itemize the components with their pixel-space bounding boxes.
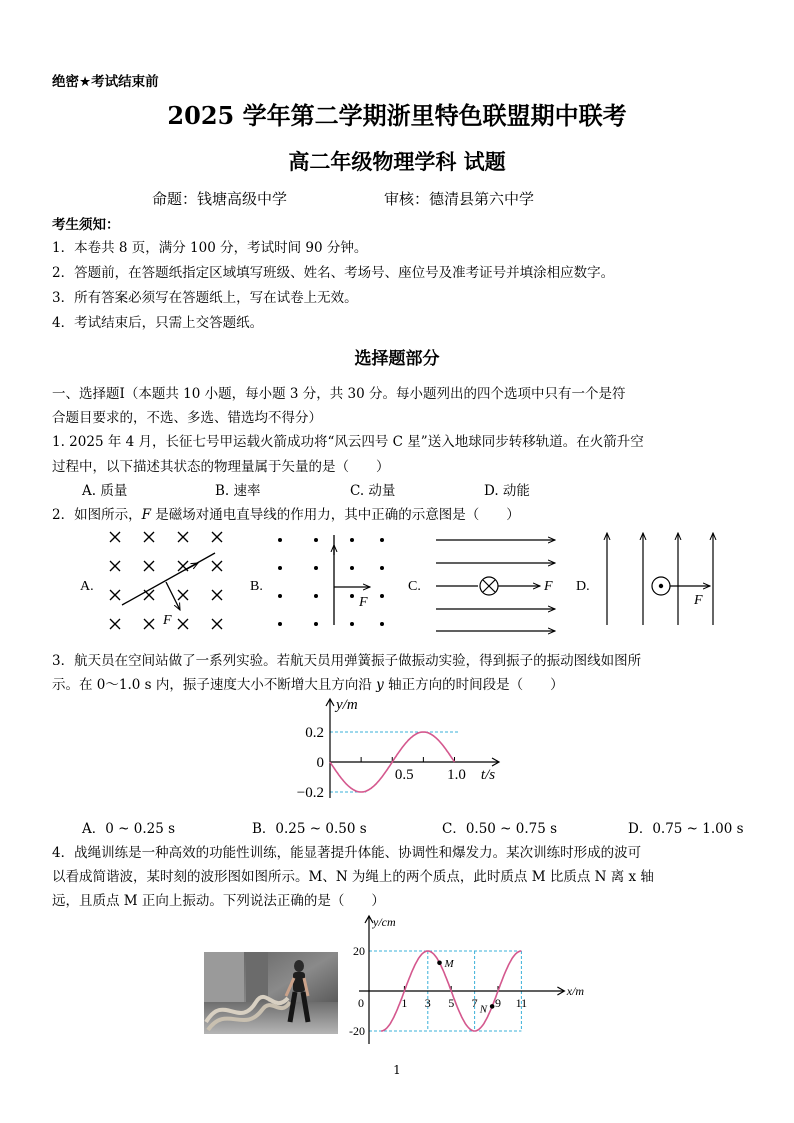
q2-figure-d [576,533,713,625]
force-label: F [544,579,553,594]
section-title: 选择题部分 [354,349,440,369]
field-dot-icon [314,566,318,570]
x-tick-label: 5 [448,996,455,1010]
field-cross-icon [110,619,120,629]
notice-item: 1．本卷共 8 页，满分 100 分，考试时间 90 分钟。 [52,240,368,256]
field-dot-icon [278,538,282,542]
x-tick-label: 0.5 [394,767,414,783]
q1-option-c: C. 动量 [350,483,396,499]
field-dot-icon [380,622,384,626]
q3-vibration-chart [290,692,520,812]
field-cross-icon [212,561,222,571]
q4-stem: 以看成简谐波，某时刻的波形图如图所示。M、N 为绳上的两个质点，此时质点 M 比质点 N 离 x 轴 [52,869,654,885]
section-intro: 一、选择题Ⅰ（本题共 10 小题，每小题 3 分，共 30 分。每小题列出的四个选项中只有一个是符 [52,386,626,402]
battle-rope-photo [204,952,338,1034]
q4-stem: 4．战绳训练是一种高效的功能性训练，能显著提升体能、协调性和爆发力。某次训练时形成的波可 [52,845,642,861]
q3-option-c: C．0.50 ~ 0.75 s [442,821,558,837]
q3-option-d: D．0.75 ~ 1.00 s [628,821,744,837]
field-dot-icon [278,594,282,598]
y-tick-label: −0.2 [296,785,324,801]
field-dot-icon [278,622,282,626]
page-number: 1 [393,1063,401,1077]
field-cross-icon [212,590,222,600]
q1-stem: 1. 2025 年 4 月，长征七号甲运载火箭成功将“风云四号 C 星”送入地球同步转移轨道。在火箭升空 [52,434,644,450]
field-dot-icon [314,594,318,598]
point-n-label: N [479,1003,488,1016]
notice-item: 3．所有答案必须写在答题纸上，写在试卷上无效。 [52,290,358,306]
x-tick-label: 1.0 [447,767,466,783]
field-dot-icon [314,538,318,542]
x-tick-label: 7 [471,996,478,1010]
chart-labels [297,697,495,801]
exam-title: 2025 学年第二学期浙里特色联盟期中联考 [167,101,627,130]
current-arrow [185,563,198,570]
field-dot-icon [380,538,384,542]
q3-stem: 3．航天员在空间站做了一系列实验。若航天员用弹簧振子做振动实验，得到振子的振动图线如图所 [52,653,642,669]
force-label: F [359,595,368,610]
field-cross-icon [212,619,222,629]
q1-stem: 过程中，以下描述其状态的物理量属于矢量的是（ ） [52,459,390,475]
field-dot-icon [380,594,384,598]
y-axis-label: y/m [336,697,358,713]
field-cross-icon [110,561,120,571]
x-axis-label: x/m [566,984,585,998]
y-axis-label: y/cm [373,915,396,929]
q3-option-b: B．0.25 ~ 0.50 s [252,821,367,837]
force-label: F [163,613,172,628]
y-tick-label: 0.2 [305,725,324,741]
q1-option-a: A. 质量 [82,483,128,499]
x-tick-label: 9 [495,996,501,1010]
notice-item: 4．考试结束后，只需上交答题纸。 [52,315,264,331]
q2-figure-c [408,540,555,631]
q2-stem: 2．如图所示，F 是磁场对通电直导线的作用力，其中正确的示意图是（ ） [52,507,520,523]
confidential-label: 绝密★考试结束前 [52,74,159,90]
point-m-label: M [444,957,454,970]
q4-wave-chart [345,912,595,1050]
reviewer-credit: 审核：德清县第六中学 [384,190,535,208]
x-tick-label: 3 [424,996,431,1010]
author-credit: 命题：钱塘高级中学 [152,190,288,208]
field-cross-icon [144,561,154,571]
field-cross-icon [212,532,222,542]
field-cross-icon [110,590,120,600]
x-tick-label: 11 [515,996,528,1010]
q2-figure-a [80,532,222,629]
magnetic-field-out-of-page [278,538,384,626]
field-dot-icon [350,566,354,570]
field-cross-icon [178,532,188,542]
field-cross-icon [144,532,154,542]
point-n-marker [490,1004,495,1009]
q1-option-d: D. 动能 [484,483,530,499]
x-tick-label: 0 [358,996,364,1010]
notice-heading: 考生须知： [52,217,120,233]
field-dot-icon [350,538,354,542]
field-cross-icon [178,590,188,600]
point-m-marker [437,961,442,966]
exam-subtitle: 高二年级物理学科 试题 [288,149,506,174]
field-dot-icon [278,566,282,570]
field-dot-icon [350,594,354,598]
field-dot-icon [314,622,318,626]
chart-axes [326,699,499,798]
field-cross-icon [178,619,188,629]
q2-label-b: B. [250,579,263,594]
q2-label-d: D. [576,579,590,594]
x-axis-label: t/s [480,767,496,783]
chart-labels [349,915,584,1038]
q1-option-b: B. 速率 [215,483,261,499]
y-tick-label: 20 [353,944,365,958]
x-tick-label: 1 [401,996,408,1010]
q2-figure-b [250,535,384,626]
force-arrow [166,582,180,610]
notice-item: 2．答题前，在答题纸指定区域填写班级、姓名、考场号、座位号及准考证号并填涂相应数字。 [52,265,615,281]
section-intro: 合题目要求的，不选、多选、错选均不得分） [52,410,322,426]
force-label: F [694,593,703,608]
current-wire [122,553,215,605]
q3-stem: 示。在 0～1.0 s 内，振子速度大小不断增大且方向沿 y 轴正方向的时间段是（ ） [52,677,564,693]
field-dot-icon [350,622,354,626]
q2-label-c: C. [408,579,421,594]
q4-stem: 远，且质点 M 正向上振动。下列说法正确的是（ ） [52,893,385,909]
field-cross-icon [110,532,120,542]
field-cross-icon [144,619,154,629]
field-dot-icon [380,566,384,570]
y-tick-label: 0 [316,755,324,771]
y-tick-label: -20 [349,1024,365,1038]
q2-figures [70,525,750,640]
q3-option-a: A．0 ~ 0.25 s [82,821,176,837]
q2-label-a: A. [80,579,94,594]
